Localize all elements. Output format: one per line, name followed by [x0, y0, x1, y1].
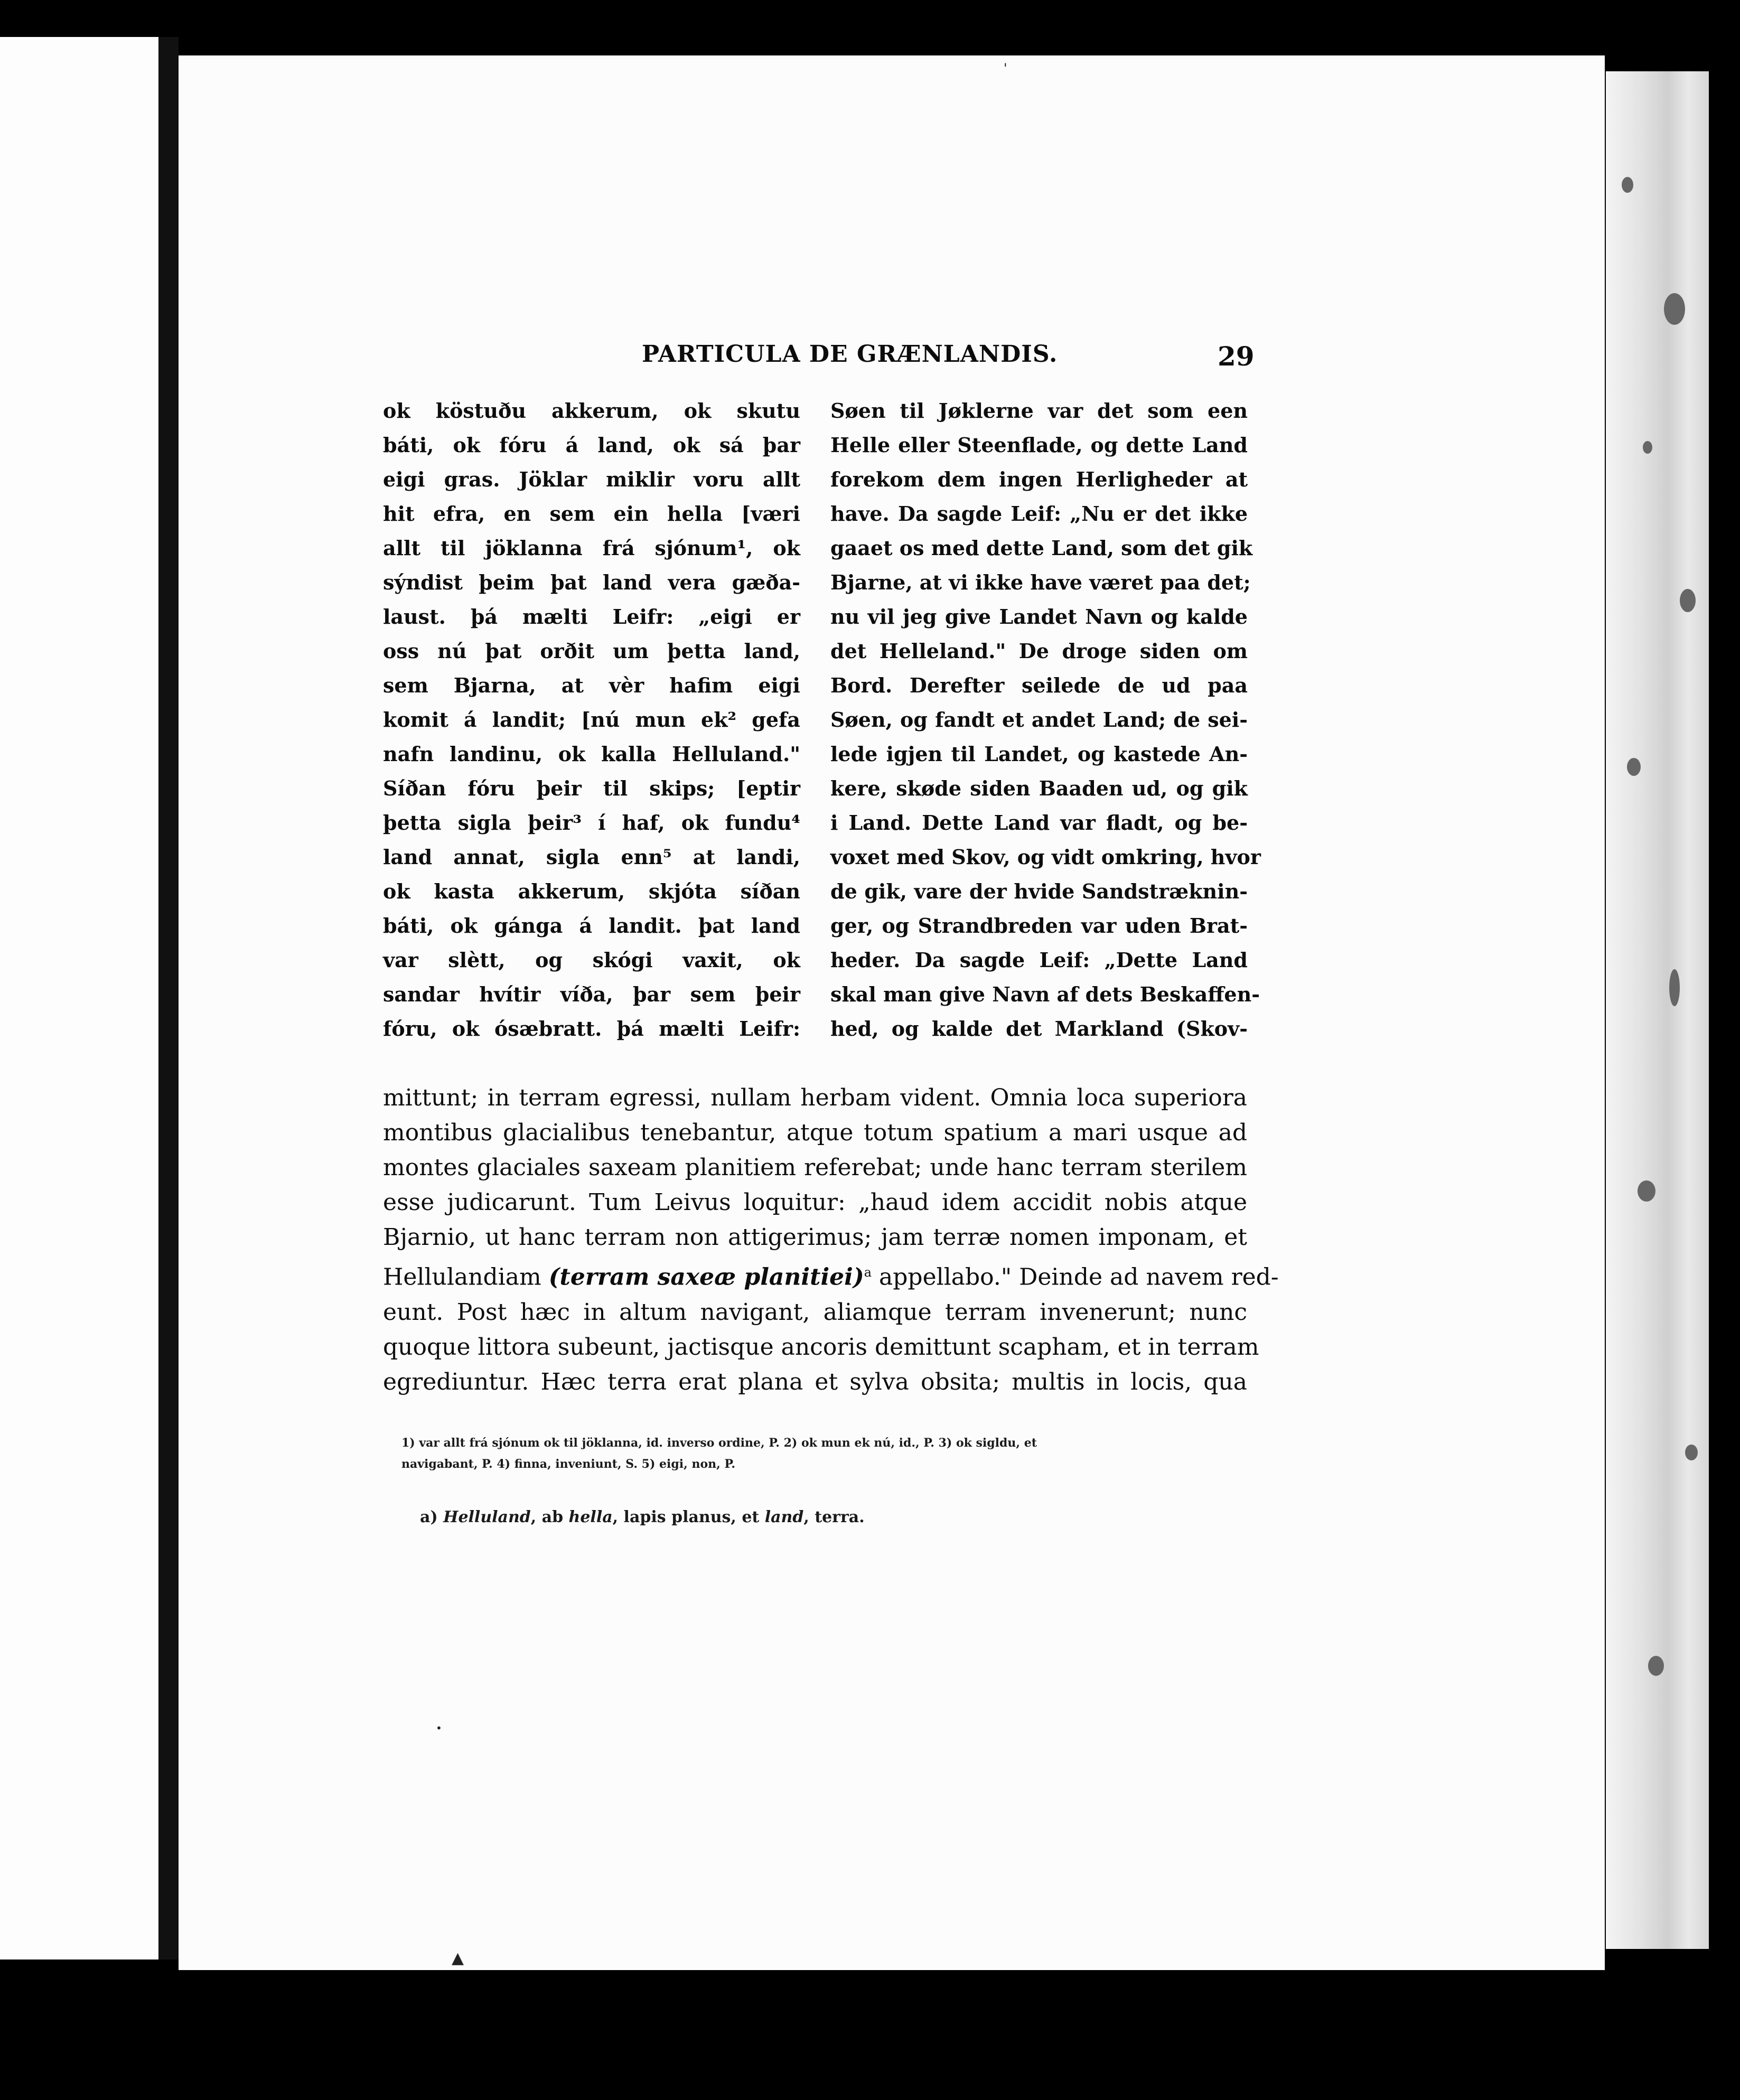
italic-gloss: (terram saxeæ planitiei): [548, 1263, 864, 1291]
book-gutter: [158, 37, 179, 1960]
text-line: eunt. Post hæc in altum navigant, aliamque terram invenerunt; nunc: [383, 1298, 1247, 1326]
text-line: báti, ok fóru á land, ok sá þar: [383, 433, 800, 457]
text-line: have. Da sagde Leif: „Nu er det ikke: [830, 502, 1248, 526]
footnote-line: navigabant, P. 4) finna, inveniunt, S. 5) eigi, non, P.: [401, 1457, 736, 1471]
footnote-a: [420, 1508, 865, 1526]
text-line: allt til jöklanna frá sjónum¹, ok: [383, 536, 800, 560]
text-line: forekom dem ingen Herligheder at: [830, 467, 1248, 491]
text-line: ok kasta akkerum, skjóta síðan: [383, 879, 800, 903]
text-line: quoque littora subeunt, jactisque ancoris demittunt scapham, et in terram: [383, 1333, 1259, 1361]
danish-column: [830, 393, 1261, 1046]
text-line: Síðan fóru þeir til skips; [eptir: [383, 776, 800, 800]
text-line: esse judicarunt. Tum Leivus loquitur: „haud idem accidit nobis atque: [383, 1189, 1247, 1216]
text-line: oss nú þat orðit um þetta land,: [383, 639, 800, 663]
text-line: egrediuntur. Hæc terra erat plana et sylva obsita; multis in locis, qua: [383, 1368, 1247, 1395]
text-fragment: , ab: [530, 1508, 564, 1526]
text-line: nu vil jeg give Landet Navn og kalde: [830, 605, 1248, 629]
text-line: eigi gras. Jöklar miklir voru allt: [383, 467, 800, 491]
note-term: Helluland: [443, 1508, 531, 1526]
text-line: Bjarne, at vi ikke have været paa det;: [830, 570, 1251, 594]
note-word: hella: [568, 1508, 613, 1526]
text-line: mittunt; in terram egressi, nullam herbam vident. Omnia loca superiora: [383, 1084, 1247, 1111]
text-line: heder. Da sagde Leif: „Dette Land: [830, 948, 1248, 972]
footnotes: [401, 1432, 1249, 1475]
text-line: nafn landinu, ok kalla Helluland.": [383, 742, 800, 766]
text-line: laust. þá mælti Leifr: „eigi er: [383, 605, 800, 629]
text-line: Søen til Jøklerne var det som een: [830, 399, 1248, 423]
text-line: i Land. Dette Land var fladt, og be-: [830, 811, 1248, 835]
text-fragment: , lapis planus, et: [612, 1508, 760, 1526]
text-line: Bjarnio, ut hanc terram non attigerimus; jam terræ nomen imponam, et: [383, 1224, 1247, 1251]
text-line: montes glaciales saxeam planitiem referebat; unde hanc terram sterilem: [383, 1154, 1247, 1181]
text-line: det Helleland." De droge siden om: [830, 639, 1248, 663]
page-number: 29: [1218, 341, 1255, 372]
text-line: sýndist þeim þat land vera gæða-: [383, 570, 800, 594]
text-line: fóru, ok ósæbratt. þá mælti Leifr:: [383, 1017, 800, 1040]
text-line: Helle eller Steenflade, og dette Land: [830, 433, 1248, 457]
footnote-line: 1) var allt frá sjónum ok til jöklanna, id. inverso ordine, P. 2) ok mun ek nú, id., P. 3) ok sigldu, et: [401, 1436, 1037, 1450]
previous-page-edge: [0, 37, 158, 1960]
text-line: montibus glacialibus tenebantur, atque totum spatium a mari usque ad: [383, 1119, 1247, 1146]
note-marker: a: [864, 1265, 872, 1280]
text-line: Søen, og fandt et andet Land; de sei-: [830, 708, 1248, 732]
text-line: sem Bjarna, at vèr hafim eigi: [383, 673, 800, 697]
text-line: þetta sigla þeir³ í haf, ok fundu⁴: [383, 811, 800, 835]
text-line: var slètt, og skógi vaxit, ok: [383, 948, 800, 972]
page-edge-stack: [1606, 71, 1709, 1949]
text-fragment: , terra.: [803, 1508, 865, 1526]
text-line: kere, skøde siden Baaden ud, og gik: [830, 776, 1248, 800]
text-line: komit á landit; [nú mun ek² gefa: [383, 708, 800, 732]
text-line: Bord. Derefter seilede de ud paa: [830, 673, 1248, 697]
note-word: land: [764, 1508, 804, 1526]
text-line: sandar hvítir víða, þar sem þeir: [383, 982, 800, 1006]
icelandic-column: [383, 393, 800, 1046]
text-line: báti, ok gánga á landit. þat land: [383, 914, 800, 937]
running-title: PARTICULA DE GRÆNLANDIS.: [642, 341, 1058, 368]
text-fragment: appellabo." Deinde ad navem red-: [879, 1263, 1279, 1291]
speck-mark: ▲: [452, 1949, 464, 1967]
text-line: ok köstuðu akkerum, ok skutu: [383, 399, 800, 423]
speck-mark: •: [436, 1722, 442, 1735]
text-line: land annat, sigla enn⁵ at landi,: [383, 845, 800, 869]
text-line: hit efra, en sem ein hella [væri: [383, 502, 800, 526]
speck-mark: ': [1004, 61, 1007, 76]
text-line: lede igjen til Landet, og kastede An-: [830, 742, 1248, 766]
text-line: [383, 1255, 1279, 1295]
text-line: voxet med Skov, og vidt omkring, hvor: [830, 845, 1261, 869]
latin-translation: [383, 1081, 1279, 1400]
text-line: hed, og kalde det Markland (Skov-: [830, 1017, 1248, 1040]
text-fragment: Hellulandiam: [383, 1263, 541, 1291]
text-line: gaaet os med dette Land, som det gik: [830, 536, 1253, 560]
text-line: ger, og Strandbreden var uden Brat-: [830, 914, 1248, 937]
text-line: skal man give Navn af dets Beskaffen-: [830, 982, 1260, 1006]
text-line: de gik, vare der hvide Sandstræknin-: [830, 879, 1248, 903]
note-label: a): [420, 1508, 438, 1526]
